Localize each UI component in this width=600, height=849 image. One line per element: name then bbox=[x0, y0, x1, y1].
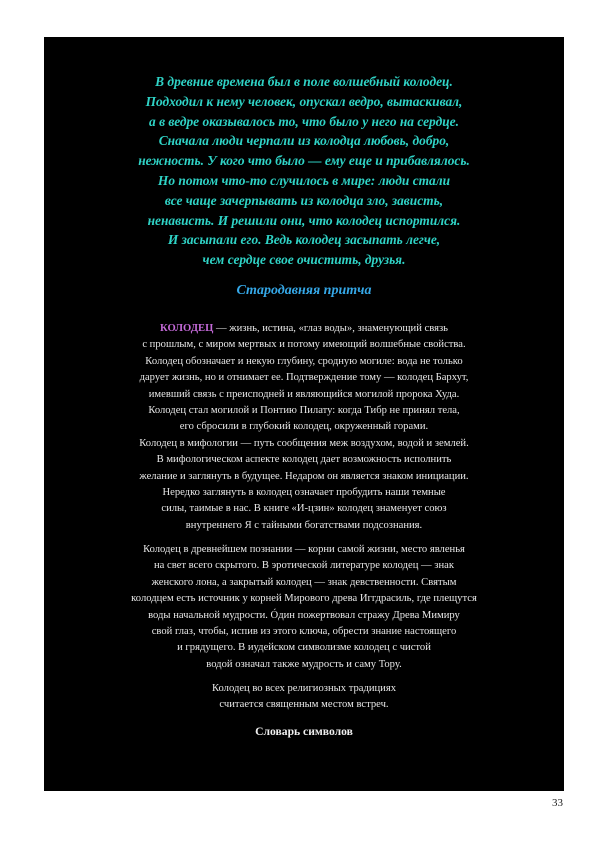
article-line: свой глаз, чтобы, испив из этого ключа, обрести знание настоящего bbox=[151, 626, 457, 638]
article-line: его сбросили в глубокий колодец, окруженный горами. bbox=[179, 421, 429, 433]
parable-poem bbox=[44, 72, 564, 270]
first-line-rest: — жизнь, истина, «глаз воды», знаменующий связь bbox=[213, 323, 448, 334]
article-line: Колодец стал могилой и Понтию Пилату: когда Тибр не принял тела, bbox=[148, 405, 460, 417]
page-number: 33 bbox=[552, 797, 563, 809]
article-paragraph-3 bbox=[44, 681, 564, 714]
article-line: считается священным местом встреч. bbox=[219, 699, 389, 711]
article-line: силы, таимые в нас. В книге «И-цзин» колодец знаменует союз bbox=[161, 503, 447, 515]
poem-line: нежность. У кого что было — ему еще и прибавлялось. bbox=[138, 153, 470, 169]
article-line: с прошлым, с миром мертвых и потому имеющий волшебные свойства. bbox=[142, 339, 466, 351]
article-line: колодцем есть источник у корней Мирового древа Иггдрасиль, где плещутся bbox=[131, 593, 477, 605]
article-line: Колодец в мифологии — путь сообщения меж воздухом, водой и землей. bbox=[139, 437, 469, 449]
article-line: Колодец во всех религиозных традициях bbox=[211, 683, 397, 694]
poem-line: Но потом что-то случилось в мире: люди стали bbox=[157, 172, 451, 188]
article-paragraph-1 bbox=[44, 321, 564, 534]
article-line: желание и заглянуть в будущее. Недаром он является знаком инициации. bbox=[139, 470, 469, 482]
article-line: на свет всего скрытого. В эротической литературе колодец — знак bbox=[154, 560, 454, 572]
poem-line: Подходил к нему человек, опускал ведро, вытаскивал, bbox=[145, 93, 463, 109]
article-paragraph-2 bbox=[44, 542, 564, 673]
poem-line: все чаще зачерпывать из колодца зло, зависть, bbox=[164, 192, 444, 208]
poem-line: чем сердце свое очистить, друзья. bbox=[202, 252, 406, 268]
article-line: женского лона, а закрытый колодец — знак девственности. Святым bbox=[151, 576, 457, 588]
parable-title: Стародавняя притча bbox=[236, 283, 372, 298]
article-line: имевший связь с преисподней и являющийся могилой пророка Худа. bbox=[148, 388, 460, 400]
article-line: Нередко заглянуть в колодец означает пробудить наши темные bbox=[162, 487, 446, 499]
article-line: и грядущего. В иудейском символизме колодец с чистой bbox=[177, 642, 431, 654]
poem-line: ненависть. И решили они, что колодец испортился. bbox=[147, 212, 461, 228]
poem-line: а в ведре оказывалось то, что было у него на сердце. bbox=[149, 113, 459, 129]
article-line: Колодец в древнейшем познании — корни самой жизни, место явленья bbox=[143, 544, 465, 555]
article-line: Колодец обозначает и некую глубину, сродную могиле: вода не только bbox=[145, 355, 463, 367]
article-line: В мифологическом аспекте колодец дает возможность исполнить bbox=[156, 454, 452, 466]
poem-line: В древние времена был в поле волшебный колодец. bbox=[155, 74, 453, 89]
article-line: воды начальной мудрости. Óдин пожертвовал стражу Древа Мимиру bbox=[148, 609, 460, 621]
poem-line: И засыпали его. Ведь колодец засыпать легче, bbox=[167, 232, 441, 248]
article-line: внутреннего Я с тайными богатствами подсознания. bbox=[185, 519, 423, 531]
keyword-term: КОЛОДЕЦ bbox=[160, 323, 214, 334]
poem-line: Сначала люди черпали из колодца любовь, добро, bbox=[158, 133, 450, 149]
black-content-panel bbox=[44, 37, 564, 791]
source-signature: Словарь символов bbox=[255, 725, 353, 738]
article-line: дарует жизнь, но и отнимает ее. Подтверждение тому — колодец Бархут, bbox=[139, 372, 469, 384]
article-line: водой означал также мудрость и саму Тору. bbox=[206, 658, 402, 670]
paragraph-first-line bbox=[44, 321, 564, 337]
